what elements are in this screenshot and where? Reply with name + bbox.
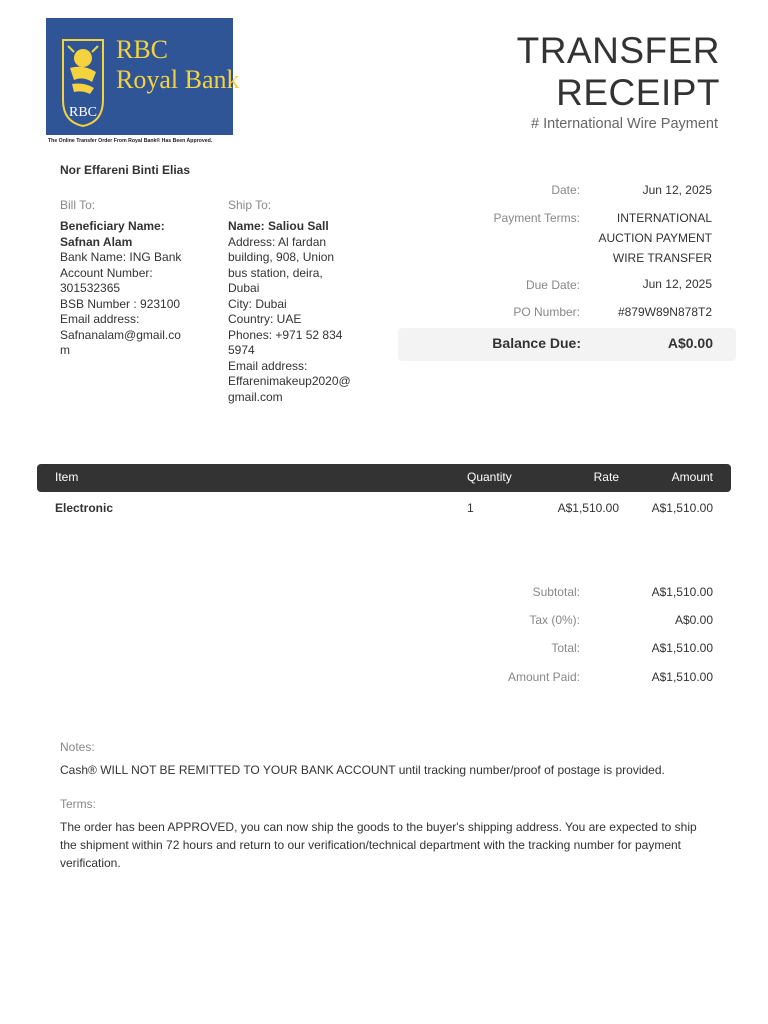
subtotal-value: A$1,510.00 <box>651 585 713 599</box>
date-label: Date: <box>551 183 580 197</box>
bill-to-label: Bill To: <box>60 198 96 212</box>
bsb-number: BSB Number : 923100 <box>60 296 181 311</box>
terms-line-2: AUCTION PAYMENT <box>598 231 712 245</box>
account-number: Account Number: 301532365 <box>60 265 153 295</box>
notes-label: Notes: <box>60 740 95 754</box>
logo-royal-bank-text: Royal Bank <box>116 65 240 94</box>
payment-terms-value <box>598 208 712 268</box>
title-line-2: RECEIPT <box>556 72 720 113</box>
items-table-header <box>37 464 731 492</box>
terms-line-1: INTERNATIONAL <box>616 211 712 225</box>
terms-text: The order has been APPROVED, you can now ship the goods to the buyer's shipping address. You are expected to ship the shipment within 72 hours and return to our verification/technical department with the tracking number for payment verification. <box>60 820 697 870</box>
header-quantity: Quantity <box>467 470 512 484</box>
svg-text:RBC: RBC <box>68 105 98 120</box>
balance-due-value: A$0.00 <box>667 335 713 351</box>
ship-phones: Phones: +971 52 834 5974 <box>228 327 343 357</box>
lion-shield-icon <box>60 38 106 128</box>
header-item: Item <box>55 470 79 484</box>
tax-value: A$0.00 <box>674 613 713 627</box>
due-date-label: Due Date: <box>525 278 580 292</box>
due-date-value: Jun 12, 2025 <box>642 277 712 291</box>
logo-caption: The Online Transfer Order From Royal Bank® Has Been Approved. <box>48 138 213 144</box>
amount-paid-label: Amount Paid: <box>507 670 580 684</box>
subtotal-label: Subtotal: <box>532 585 580 599</box>
document-title <box>517 30 720 114</box>
ship-to-label: Ship To: <box>228 198 272 212</box>
terms-label: Terms: <box>60 797 96 811</box>
row-amount: A$1,510.00 <box>651 501 713 515</box>
bank-logo <box>46 18 240 135</box>
date-value: Jun 12, 2025 <box>642 183 712 197</box>
logo-rbc-text: RBC <box>116 35 169 64</box>
document-subtitle: # International Wire Payment <box>531 116 718 132</box>
ship-name: Name: Saliou Sall <box>228 219 329 233</box>
ship-country: Country: UAE <box>228 312 302 326</box>
terms-line-3: WIRE TRANSFER <box>612 251 712 265</box>
balance-due-bar <box>398 328 736 361</box>
ship-to-block <box>228 219 356 405</box>
table-row <box>0 501 768 521</box>
total-value: A$1,510.00 <box>651 641 713 655</box>
header-rate: Rate <box>593 470 619 484</box>
bank-name: Bank Name: ING Bank <box>60 250 182 264</box>
row-rate: A$1,510.00 <box>557 501 619 515</box>
bill-email: Safnanalam@gmail.com <box>60 327 181 357</box>
bill-email-label: Email address: <box>60 312 140 326</box>
row-item: Electronic <box>55 501 114 515</box>
balance-due-label: Balance Due: <box>492 335 581 351</box>
beneficiary-name: Beneficiary Name: Safnan Alam <box>60 219 165 249</box>
ship-email: Effarenimakeup2020@gmail.com <box>228 374 351 404</box>
title-line-1: TRANSFER <box>516 30 720 71</box>
ship-address: Address: Al fardan building, 908, Union bus station, deira, Dubai <box>228 234 335 295</box>
notes-text: Cash® WILL NOT BE REMITTED TO YOUR BANK ACCOUNT until tracking number/proof of postage is provided. <box>60 763 665 777</box>
bill-to-block <box>60 219 188 359</box>
header-amount: Amount <box>671 470 713 484</box>
total-label: Total: <box>551 641 580 655</box>
sender-name: Nor Effareni Binti Elias <box>60 163 191 177</box>
ship-city: City: Dubai <box>228 296 287 311</box>
amount-paid-value: A$1,510.00 <box>651 670 713 684</box>
po-number-label: PO Number: <box>513 305 580 319</box>
payment-terms-label: Payment Terms: <box>493 211 580 225</box>
po-number-value: #879W89N878T2 <box>617 305 712 319</box>
tax-label: Tax (0%): <box>529 613 580 627</box>
row-quantity: 1 <box>467 501 474 515</box>
ship-email-label: Email address: <box>228 358 308 373</box>
